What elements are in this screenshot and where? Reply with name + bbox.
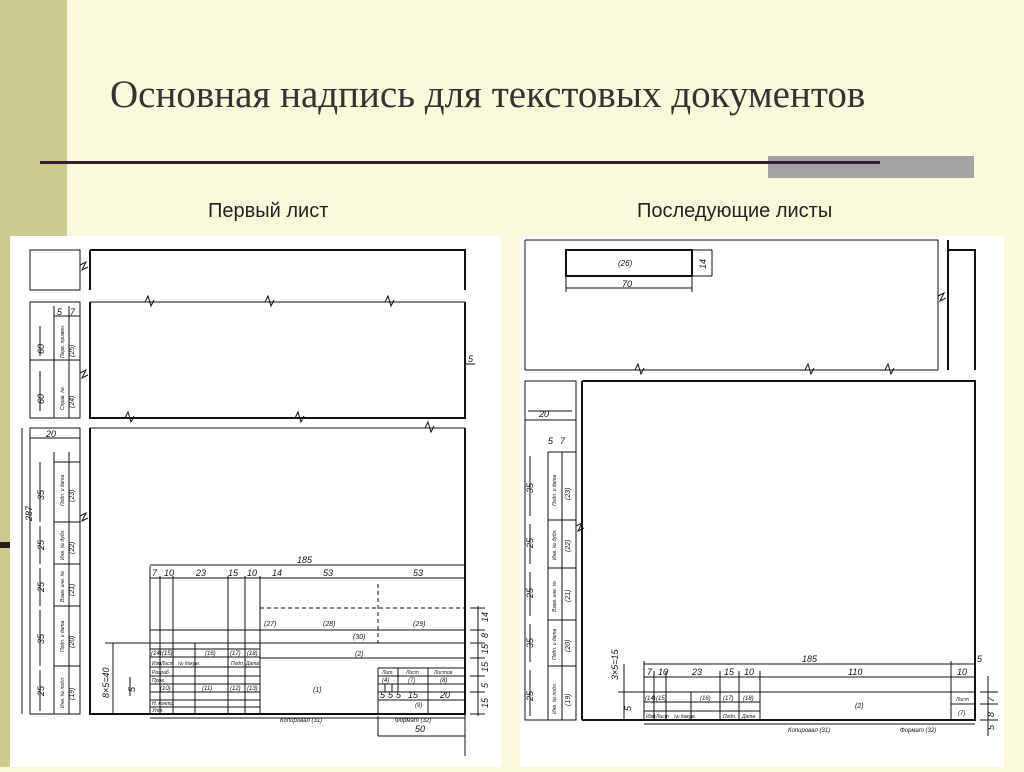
field-22: (22): [69, 541, 76, 554]
next-caption-data: Дата: [742, 714, 756, 720]
field-17: (17): [230, 651, 241, 657]
dim-35a: 35: [36, 489, 46, 500]
caption-sprav: Справ. №: [60, 387, 66, 410]
field-24: (24): [69, 395, 76, 408]
field-12: (12): [230, 686, 241, 692]
next-field-2: (2): [855, 703, 864, 710]
dim-25b: 25: [36, 581, 46, 592]
next-dim-5-right: 5: [977, 654, 983, 664]
next-field-15: (15): [656, 696, 667, 702]
caption-format: Формат (32): [395, 718, 432, 724]
field-27: (27): [264, 621, 277, 628]
caption-inv-podl: Инв. № подл.: [60, 676, 66, 708]
next-field-23: (23): [565, 487, 572, 500]
next-caption-inv-dubl: Инв. № дубл.: [552, 529, 558, 560]
field-11: (11): [202, 686, 213, 692]
next-sheets-label: Последующие листы: [637, 200, 833, 222]
title-rule-block: [768, 156, 974, 178]
caption-kopiroval: Копировал (31): [280, 718, 323, 724]
dim-287: 287: [24, 505, 34, 521]
caption-nkontr: Н. контр.: [152, 701, 175, 707]
next-field-20: (20): [565, 639, 572, 652]
next-dim-10b: 10: [744, 667, 755, 677]
caption-podp: Подп.: [231, 661, 245, 667]
dim-60a: 60: [36, 343, 46, 354]
field-25: (25): [69, 344, 76, 357]
next-caption-izm: Изм.: [646, 714, 657, 720]
dim-15b: 15: [480, 643, 490, 654]
dim-8: 8: [480, 632, 490, 638]
next-dim-10a: 10: [658, 667, 669, 677]
field-4: (4): [382, 678, 390, 684]
next-dim-25a: 25: [525, 537, 535, 548]
next-dim-70: 70: [622, 279, 633, 289]
next-dim-7b: 7: [647, 667, 653, 677]
next-caption-inv-podl: Инв. № подл.: [552, 682, 558, 714]
next-caption-vzam-inv: Взам. инв. №: [552, 581, 558, 612]
dim-14a: 14: [272, 568, 283, 578]
first-sheet-drawing: [10, 236, 501, 767]
caption-vzam-inv: Взам. инв. №: [60, 571, 66, 602]
next-field-14: (14): [645, 696, 656, 702]
field-20: (20): [69, 635, 76, 648]
next-sheets-drawing: [520, 236, 1004, 767]
dim-7: 7: [70, 307, 76, 317]
caption-podp-data-2: Подп. и дата: [60, 620, 66, 652]
dim-25a: 25: [36, 539, 46, 550]
dim-185: 185: [297, 555, 313, 565]
dim-5x: 5: [380, 690, 386, 700]
next-field-19: (19): [565, 693, 572, 706]
dim-5y: 5: [388, 690, 394, 700]
next-field-17: (17): [723, 696, 734, 702]
field-14: (14): [151, 651, 162, 657]
next-field-18: (18): [743, 696, 754, 702]
caption-ndoc: № докум.: [178, 661, 201, 667]
next-caption-podp-data-2: Подп. и дата: [552, 628, 558, 660]
field-1: (1): [313, 687, 322, 694]
next-dim-25b: 25: [525, 587, 535, 598]
caption-list2: Лист: [406, 670, 419, 676]
dim-20: 20: [46, 429, 57, 439]
field-2: (2): [355, 651, 364, 658]
field-18: (18): [247, 651, 258, 657]
dim-60b: 60: [36, 393, 46, 404]
dim-25c: 25: [36, 685, 46, 696]
next-caption-kopiroval: Копировал (31): [788, 728, 831, 734]
dim-23: 23: [196, 568, 207, 578]
dim-15e: 15: [408, 690, 419, 700]
field-15: (15): [162, 651, 173, 657]
next-caption-list: Лист: [656, 714, 669, 720]
dim-35b: 35: [36, 633, 46, 644]
next-dim-15: 15: [724, 667, 735, 677]
dim-10b: 10: [247, 568, 258, 578]
next-field-26: (26): [618, 259, 633, 268]
next-field-21: (21): [565, 589, 572, 602]
next-dim-7-right: 7: [986, 696, 996, 702]
dim-7b: 7: [152, 568, 158, 578]
field-8: (8): [440, 678, 448, 684]
next-dim-25c: 25: [525, 690, 535, 701]
next-caption-podp-data-1: Подп. и дата: [552, 474, 558, 506]
dim-14b: 14: [480, 611, 490, 622]
next-dim-10c: 10: [957, 667, 968, 677]
next-dim-110: 110: [848, 667, 863, 677]
dim-15d: 15: [480, 697, 490, 708]
slide-title: Основная надпись для текстовых документов: [110, 73, 866, 116]
field-19: (19): [69, 687, 76, 700]
dim-8x5: 8×5=40: [101, 667, 111, 698]
next-dim-35b: 35: [525, 637, 535, 648]
next-dim-5-right2: 5: [986, 724, 996, 730]
field-10: (10): [160, 686, 171, 692]
next-dim-3x5: 3×5=15: [610, 649, 620, 680]
field-13: (13): [247, 686, 258, 692]
dim-5z: 5: [396, 690, 402, 700]
dim-53b: 53: [413, 568, 424, 578]
next-caption-listl: Лист: [956, 697, 969, 703]
field-30: (30): [353, 634, 366, 641]
title-rule-line: [40, 161, 880, 164]
field-29: (29): [413, 621, 426, 628]
caption-izm: Изм.: [152, 661, 163, 667]
next-dim-14: 14: [698, 258, 708, 269]
next-dim-8-right: 8: [986, 711, 996, 717]
next-caption-format: Формат (32): [900, 728, 937, 734]
dim-53a: 53: [323, 568, 334, 578]
next-dim-5b: 5: [623, 705, 633, 711]
dim-5: 5: [57, 307, 63, 317]
next-dim-20: 20: [539, 409, 550, 419]
field-21: (21): [69, 583, 76, 596]
first-sheet-label: Первый лист: [208, 200, 329, 222]
field-7: (7): [408, 678, 416, 684]
field-28: (28): [323, 621, 336, 628]
first-sheet-svg: [10, 236, 501, 767]
field-9: (9): [415, 703, 423, 709]
dim-5-right: 5: [468, 354, 474, 364]
next-sheets-svg: [520, 236, 1004, 767]
caption-perv-primen: Перв. примен.: [60, 324, 66, 358]
next-field-22: (22): [565, 539, 572, 552]
next-caption-podp: Подп.: [723, 714, 737, 720]
field-16: (16): [205, 651, 216, 657]
next-dim-23: 23: [692, 667, 703, 677]
next-dim-35a: 35: [525, 482, 535, 493]
dim-15c: 15: [480, 661, 490, 672]
caption-data: Дата: [246, 661, 260, 667]
dim-5c: 5: [127, 686, 137, 692]
caption-list: Лист: [161, 661, 174, 667]
caption-utv: Утв.: [152, 708, 164, 714]
field-23: (23): [69, 489, 76, 502]
next-field-16: (16): [700, 696, 711, 702]
next-caption-ndoc: № докум.: [674, 714, 697, 720]
next-dim-185: 185: [802, 654, 818, 664]
accent-mark: [0, 542, 10, 548]
caption-razrab: Разраб.: [152, 670, 171, 676]
dim-50: 50: [415, 724, 426, 734]
next-dim-5: 5: [548, 436, 554, 446]
caption-lit: Лит.: [382, 670, 394, 676]
caption-prov: Пров.: [152, 678, 166, 684]
dim-5b: 5: [480, 682, 490, 688]
dim-15a: 15: [228, 568, 239, 578]
next-dim-7: 7: [560, 436, 566, 446]
caption-podp-data-1: Подп. и дата: [60, 474, 66, 506]
caption-listov: Листов: [434, 670, 453, 676]
next-field-7: (7): [958, 711, 966, 717]
caption-inv-dubl: Инв. № дубл.: [60, 529, 66, 560]
dim-20b: 20: [440, 690, 451, 700]
dim-10a: 10: [164, 568, 175, 578]
